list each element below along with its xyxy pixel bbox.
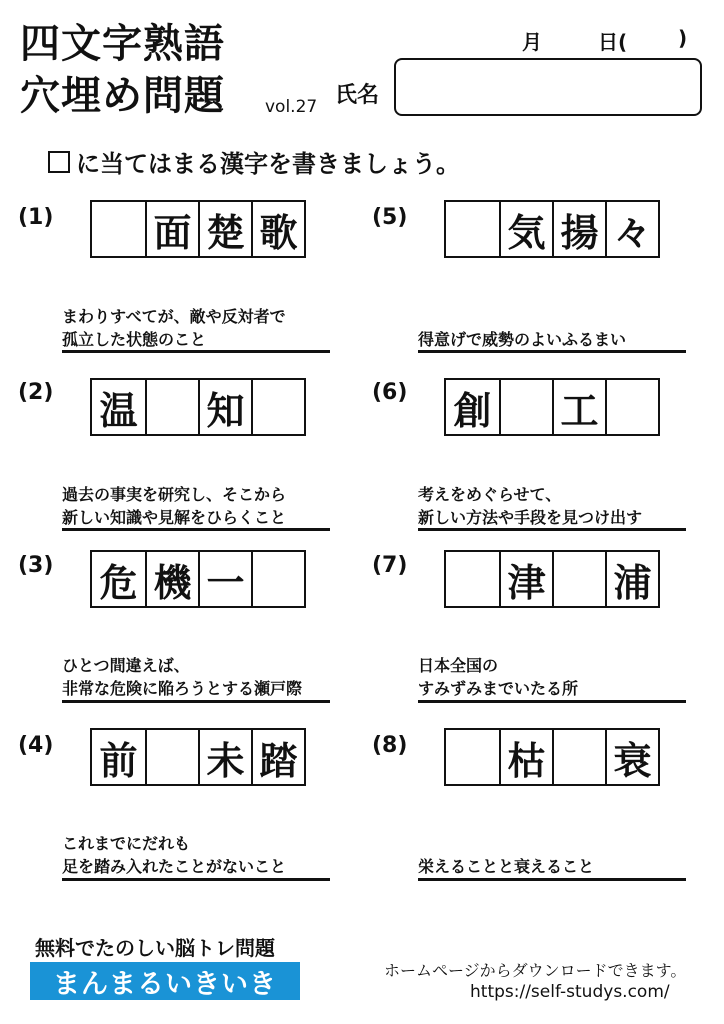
date-day-label: 日( [598,30,628,54]
brand-tagline: 無料でたのしい脳トレ問題 [35,936,275,960]
question-8-grid [444,728,660,786]
kanji-cell: 一 [198,552,251,606]
answer-cell[interactable] [446,202,499,256]
hint-line2: 足を踏み入れたことがないこと [62,857,287,876]
kanji-cell: 温 [99,388,138,433]
question-number: (8) [372,733,408,758]
kanji-cell: 未 [198,730,251,784]
question-5-grid [444,200,660,258]
answer-cell[interactable] [552,730,605,784]
kanji-cell: 踏 [251,730,304,784]
question-number: (5) [372,205,408,230]
question-number: (6) [372,380,408,405]
kanji-cell: 危 [99,560,138,605]
hint-line1: これまでにだれも [62,834,191,853]
question-number: (7) [372,553,408,578]
kanji-cell: 浦 [605,552,658,606]
question-7-grid [444,550,660,608]
kanji-cell: 揚 [552,202,605,256]
answer-cell[interactable] [605,380,658,434]
hint-line2: 非常な危険に陥ろうとする瀬戸際 [62,679,303,698]
hint-underline [418,350,686,353]
volume-label: vol.27 [265,97,318,117]
kanji-cell: 楚 [198,202,251,256]
question-1-grid [90,200,306,258]
blank-box-icon [48,151,70,173]
answer-cell[interactable] [92,202,145,256]
instruction [48,144,460,179]
kanji-cell: 衰 [605,730,658,784]
kanji-cell: 前 [99,738,138,783]
question-number: (1) [18,205,54,230]
hint-underline [418,700,686,703]
kanji-cell: 知 [198,380,251,434]
download-notice: ホームページからダウンロードできます。 [384,961,687,980]
answer-cell[interactable] [251,552,304,606]
page-title-line2: 穴埋め問題 [20,73,225,119]
hint-line1: 日本全国の [418,656,499,675]
hint-line2: 得意げで威勢のよいふるまい [418,330,627,349]
hint-underline [62,528,330,531]
kanji-cell: 歌 [251,202,304,256]
answer-cell[interactable] [145,730,198,784]
hint-line1: まわりすべてが、敵や反対者で [62,307,286,326]
hint-line1: 過去の事実を研究し、そこから [62,485,287,504]
hint-line2: 新しい知識や見解をひらくこと [62,508,287,527]
brand-banner: まんまるいきいき [30,962,300,1000]
page-title-line1: 四文字熟語 [20,21,225,67]
question-2-grid [90,378,306,436]
website-link[interactable]: https://self-studys.com/ [470,982,670,1002]
hint-line2: 孤立した状態のこと [62,330,207,349]
hint-line2: 栄えることと衰えること [418,857,595,876]
answer-cell[interactable] [446,730,499,784]
hint-underline [62,350,330,353]
kanji-cell: 機 [145,552,198,606]
answer-cell[interactable] [446,552,499,606]
date-close-paren: ) [678,26,688,50]
kanji-cell: 面 [145,202,198,256]
question-number: (4) [18,733,54,758]
question-4-grid [90,728,306,786]
answer-cell[interactable] [552,552,605,606]
hint-underline [62,878,330,881]
hint-line1: ひとつ間違えば、 [62,656,190,675]
hint-underline [62,700,330,703]
question-3-grid [90,550,306,608]
question-number: (2) [18,380,54,405]
kanji-cell: 気 [499,202,552,256]
question-number: (3) [18,553,54,578]
kanji-cell: 々 [605,202,658,256]
name-field[interactable] [394,58,702,116]
kanji-cell: 工 [552,380,605,434]
answer-cell[interactable] [499,380,552,434]
answer-cell[interactable] [145,380,198,434]
question-6-grid [444,378,660,436]
hint-underline [418,528,686,531]
kanji-cell: 創 [453,388,492,433]
name-label: 氏名 [335,83,380,108]
answer-cell[interactable] [251,380,304,434]
hint-line2: 新しい方法や手段を見つけ出す [418,508,643,527]
kanji-cell: 津 [499,552,552,606]
instruction-text: に当てはまる漢字を書きましょう。 [76,150,460,178]
date-month-label: 月 [522,30,542,54]
hint-line2: すみずみまでいたる所 [418,679,579,698]
kanji-cell: 枯 [499,730,552,784]
hint-line1: 考えをめぐらせて、 [418,485,562,504]
hint-underline [418,878,686,881]
